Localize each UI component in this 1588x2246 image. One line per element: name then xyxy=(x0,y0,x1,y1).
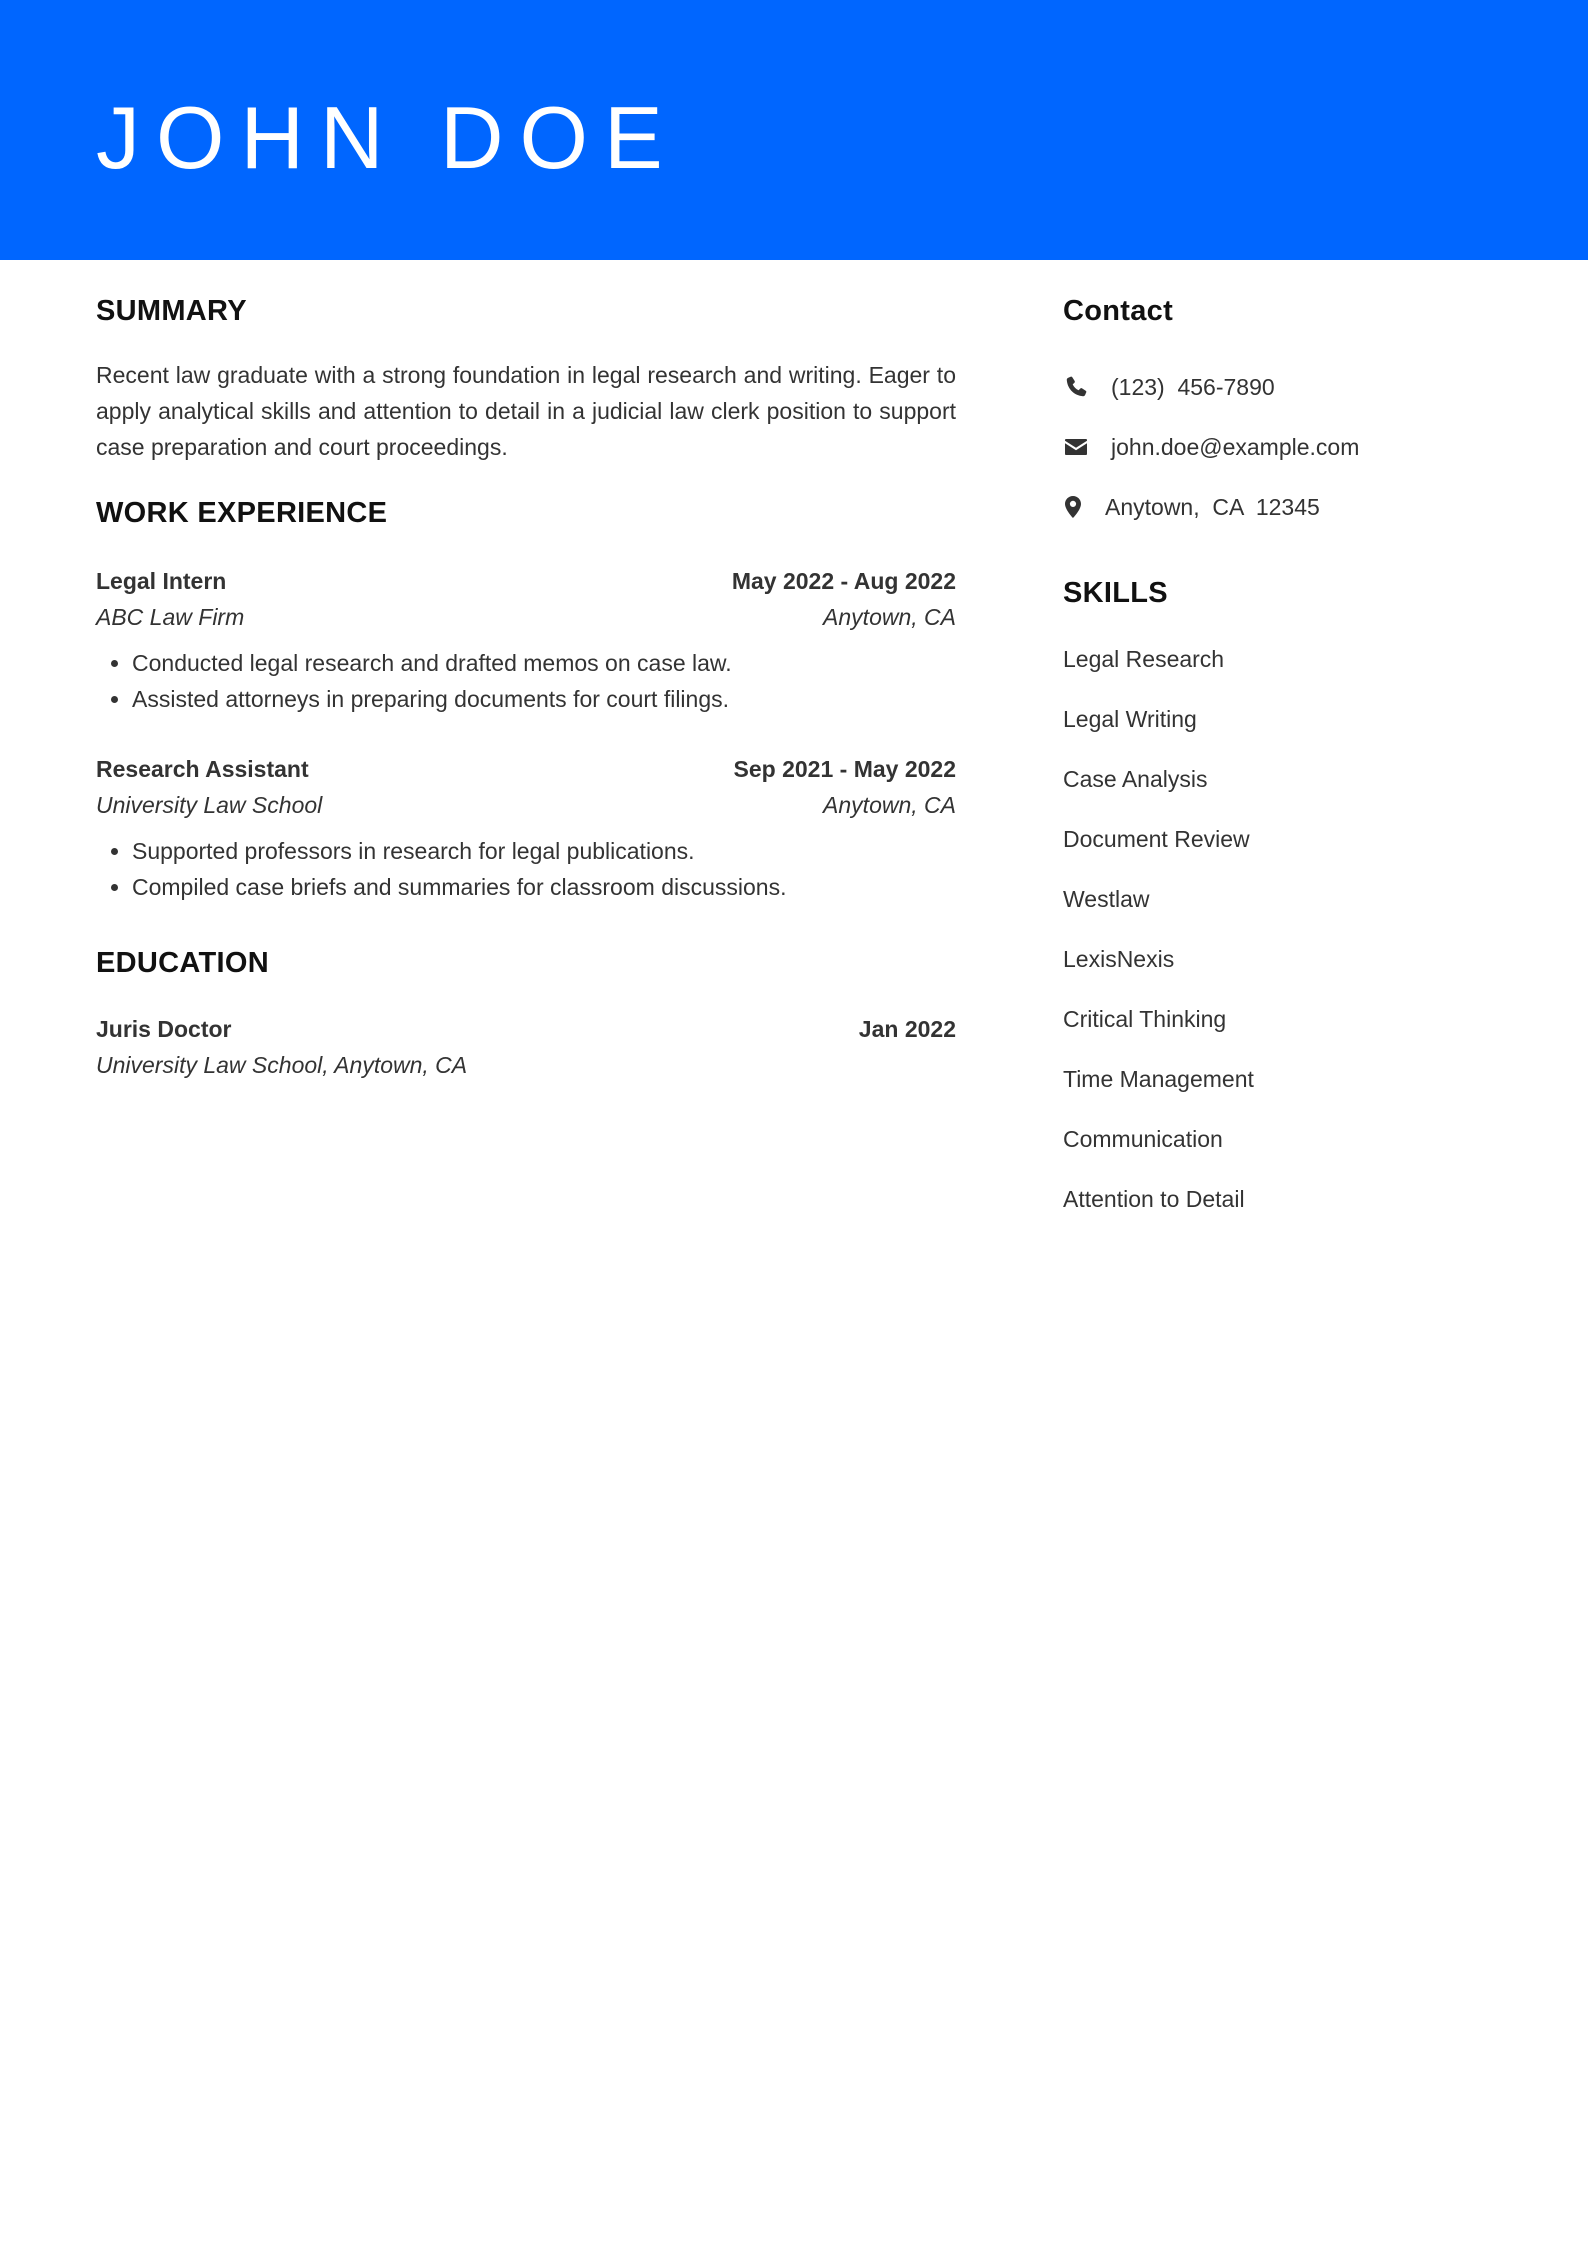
candidate-name: JOHN DOE xyxy=(96,88,679,187)
sidebar-column xyxy=(1063,260,1483,1241)
job-dates: May 2022 - Aug 2022 xyxy=(731,568,956,594)
job-organization: University Law School xyxy=(96,792,323,818)
header-banner xyxy=(0,0,1588,260)
job-role: Legal Intern xyxy=(96,568,227,594)
job-entry xyxy=(96,563,956,717)
address: Anytown, CA 12345 xyxy=(1105,494,1320,520)
skills-heading: SKILLS xyxy=(1063,577,1168,609)
job-dates: Sep 2021 - May 2022 xyxy=(733,756,956,782)
envelope-icon xyxy=(1063,434,1089,460)
job-entry xyxy=(96,751,956,905)
contact-heading: Contact xyxy=(1063,295,1174,327)
work-experience-heading: WORK EXPERIENCE xyxy=(96,497,388,529)
job-bullet: • Conducted legal research and drafted memos on case law. xyxy=(132,645,956,681)
job-bullets xyxy=(96,833,956,905)
skill-item: Legal Writing xyxy=(1063,706,1197,732)
graduation-date: Jan 2022 xyxy=(858,1016,956,1042)
job-bullets xyxy=(96,645,956,717)
email-address: john.doe@example.com xyxy=(1111,434,1360,460)
job-location: Anytown, CA xyxy=(823,604,956,630)
phone-number: (123) 456-7890 xyxy=(1111,374,1275,400)
summary-heading: SUMMARY xyxy=(96,295,247,327)
job-location: Anytown, CA xyxy=(823,792,956,818)
education-entry xyxy=(96,1011,956,1083)
skill-item: Legal Research xyxy=(1063,646,1225,672)
skill-item: Document Review xyxy=(1063,826,1250,852)
contact-list xyxy=(1063,369,1483,525)
main-column xyxy=(96,260,956,1083)
contact-email[interactable] xyxy=(1063,429,1483,465)
skill-item: Critical Thinking xyxy=(1063,1006,1227,1032)
skill-item: Communication xyxy=(1063,1126,1223,1152)
skill-item: Westlaw xyxy=(1063,886,1150,912)
phone-icon xyxy=(1063,374,1089,400)
school: University Law School, Anytown, CA xyxy=(96,1052,468,1078)
job-bullet: • Compiled case briefs and summaries for classroom discussions. xyxy=(132,869,956,905)
job-bullet: • Assisted attorneys in preparing documents for court filings. xyxy=(132,681,956,717)
job-role: Research Assistant xyxy=(96,756,309,782)
summary-text: Recent law graduate with a strong foundation in legal research and writing. Eager to apply analytical skills and attention to detail in a judicial law clerk position to support case preparation and court proceedings. xyxy=(96,362,956,460)
skill-item: LexisNexis xyxy=(1063,946,1175,972)
skill-item: Case Analysis xyxy=(1063,766,1208,792)
skills-list xyxy=(1063,641,1483,1217)
contact-address xyxy=(1063,489,1483,525)
job-organization: ABC Law Firm xyxy=(96,604,245,630)
job-bullet: • Supported professors in research for legal publications. xyxy=(132,833,956,869)
degree: Juris Doctor xyxy=(96,1016,232,1042)
skill-item: Attention to Detail xyxy=(1063,1186,1245,1212)
skill-item: Time Management xyxy=(1063,1066,1254,1092)
contact-phone[interactable] xyxy=(1063,369,1483,405)
education-heading: EDUCATION xyxy=(96,947,269,979)
map-pin-icon xyxy=(1063,494,1083,520)
